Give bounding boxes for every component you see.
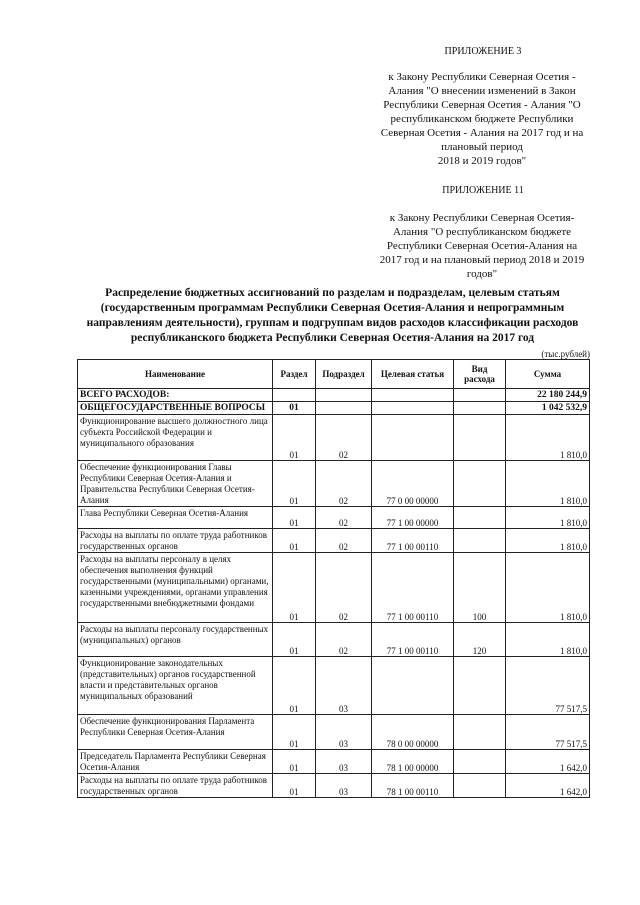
row-expense-type [454,507,506,529]
col-header-subsection: Подраздел [316,360,372,389]
table-row [78,529,590,553]
law2-line: 2017 год и на плановый период 2018 и 2019 [379,254,585,266]
row-expense-type [454,750,506,774]
row-subsection: 02 [316,415,372,461]
law-amendment-reference [371,70,593,168]
row-name: Обеспечение функционирования Парламента Республики Северная Осетия-Алания [78,715,273,750]
row-expense-type [454,657,506,715]
law2-line: Алания "О республиканском бюджете [392,226,572,238]
row-expense-type [454,415,506,461]
law1-line: плановый период [441,141,523,153]
table-row [78,461,590,507]
table-header-row [78,360,590,389]
row-amount: 1 810,0 [506,553,590,623]
row-amount: 1 810,0 [506,507,590,529]
row-name: Функционирование высшего должностного лица субъекта Российской Федерации и муниципального образования [78,415,273,461]
table-row [78,715,590,750]
row-target-article: 77 0 00 00000 [372,461,454,507]
row-expense-type: 100 [454,553,506,623]
appendix-3-label: ПРИЛОЖЕНИЕ 3 [444,46,522,57]
appendix-11-label: ПРИЛОЖЕНИЕ 11 [442,185,524,196]
row-section: 01 [273,623,316,657]
row-section [273,389,316,402]
col-header-amount: Сумма [506,360,590,389]
row-target-article: 77 1 00 00000 [372,507,454,529]
row-expense-type [454,529,506,553]
row-amount: 77 517,5 [506,657,590,715]
row-amount: 1 810,0 [506,623,590,657]
row-expense-type [454,461,506,507]
row-name: ОБЩЕГОСУДАРСТВЕННЫЕ ВОПРОСЫ [78,402,273,415]
title-line: направлениям деятельности), группам и подгруппам видов расходов классификации расходов [86,317,579,329]
row-target-article: 77 1 00 00110 [372,623,454,657]
row-target-article: 77 1 00 00110 [372,553,454,623]
row-amount: 1 642,0 [506,774,590,798]
row-target-article: 78 1 00 00110 [372,774,454,798]
row-section: 01 [273,774,316,798]
row-subsection: 02 [316,529,372,553]
row-target-article: 77 1 00 00110 [372,529,454,553]
row-subsection: 02 [316,623,372,657]
table-row [78,553,590,623]
row-subsection: 03 [316,774,372,798]
table-body [78,389,590,798]
table-row [78,389,590,402]
row-expense-type: 120 [454,623,506,657]
row-subsection: 02 [316,507,372,529]
table-row [78,415,590,461]
table-row [78,507,590,529]
title-line: (государственным программам Республики Северная Осетия-Алания и непрограммным [100,302,565,314]
row-section: 01 [273,715,316,750]
row-section: 01 [273,507,316,529]
law1-line: к Закону Республики Северная Осетия - [388,71,576,83]
row-name: Председатель Парламента Республики Северная Осетия-Алания [78,750,273,774]
row-amount: 1 810,0 [506,461,590,507]
row-name: Глава Республики Северная Осетия-Алания [78,507,273,529]
law2-line: Республики Северная Осетия-Алания на [386,240,578,252]
row-amount: 1 042 532,9 [506,402,590,415]
law1-line: Республики Северная Осетия - Алания "О [383,99,581,111]
document-title [85,286,580,346]
row-target-article: 78 1 00 00000 [372,750,454,774]
table-row [78,623,590,657]
row-target-article [372,389,454,402]
row-expense-type [454,402,506,415]
row-subsection: 02 [316,553,372,623]
title-line: Распределение бюджетных ассигнований по разделам и подразделам, целевым статьям [105,287,560,299]
row-target-article [372,415,454,461]
row-subsection: 03 [316,657,372,715]
law2-line: годов" [466,268,498,280]
row-target-article [372,402,454,415]
row-section: 01 [273,657,316,715]
row-amount: 1 642,0 [506,750,590,774]
col-header-target-article: Целевая статья [372,360,454,389]
law1-line: Алания "О внесении изменений в Закон [388,85,576,97]
row-section: 01 [273,529,316,553]
row-name: Расходы на выплаты персоналу государственных (муниципальных) органов [78,623,273,657]
row-name: Расходы на выплаты по оплате труда работников государственных органов [78,529,273,553]
row-expense-type [454,774,506,798]
row-subsection [316,402,372,415]
law1-line: Северная Осетия - Алания на 2017 год и на [380,127,584,139]
row-section: 01 [273,553,316,623]
col-header-expense-type: Вид расхода [454,360,506,389]
table-row [78,774,590,798]
row-amount: 1 810,0 [506,415,590,461]
row-amount: 77 517,5 [506,715,590,750]
row-name: Функционирование законодательных (представительных) органов государственной власти и представительных органов муниципальных образований [78,657,273,715]
row-amount: 22 180 244,9 [506,389,590,402]
table-row [78,750,590,774]
row-section: 01 [273,461,316,507]
row-expense-type [454,715,506,750]
row-expense-type [454,389,506,402]
table-row [78,657,590,715]
col-header-name: Наименование [78,360,273,389]
row-amount: 1 810,0 [506,529,590,553]
row-name: Обеспечение функционирования Главы Республики Северная Осетия-Алания и Правительства Республики Северная Осетия-Алания [78,461,273,507]
row-subsection: 03 [316,715,372,750]
law1-line: 2018 и 2019 годов" [437,155,527,167]
units-label: (тыс.рублей) [541,349,590,359]
row-subsection [316,389,372,402]
row-target-article [372,657,454,715]
table-row [78,402,590,415]
law1-line: республиканском бюджете Республики [390,113,574,125]
row-section: 01 [273,415,316,461]
row-subsection: 03 [316,750,372,774]
row-name: Расходы на выплаты по оплате труда работников государственных органов [78,774,273,798]
law2-line: к Закону Республики Северная Осетия- [389,212,575,224]
row-subsection: 02 [316,461,372,507]
row-name: Расходы на выплаты персоналу в целях обеспечения выполнения функций государственными (муниципальными) органами, казенными учреждениями, органами управления государственными внебюджетными фондами [78,553,273,623]
row-section: 01 [273,750,316,774]
title-line: республиканского бюджета Республики Северная Осетия-Алания на 2017 год [130,332,535,344]
col-header-section: Раздел [273,360,316,389]
budget-table [77,359,590,798]
law-budget-reference [376,211,588,281]
row-section: 01 [273,402,316,415]
row-target-article: 78 0 00 00000 [372,715,454,750]
row-name: ВСЕГО РАСХОДОВ: [78,389,273,402]
